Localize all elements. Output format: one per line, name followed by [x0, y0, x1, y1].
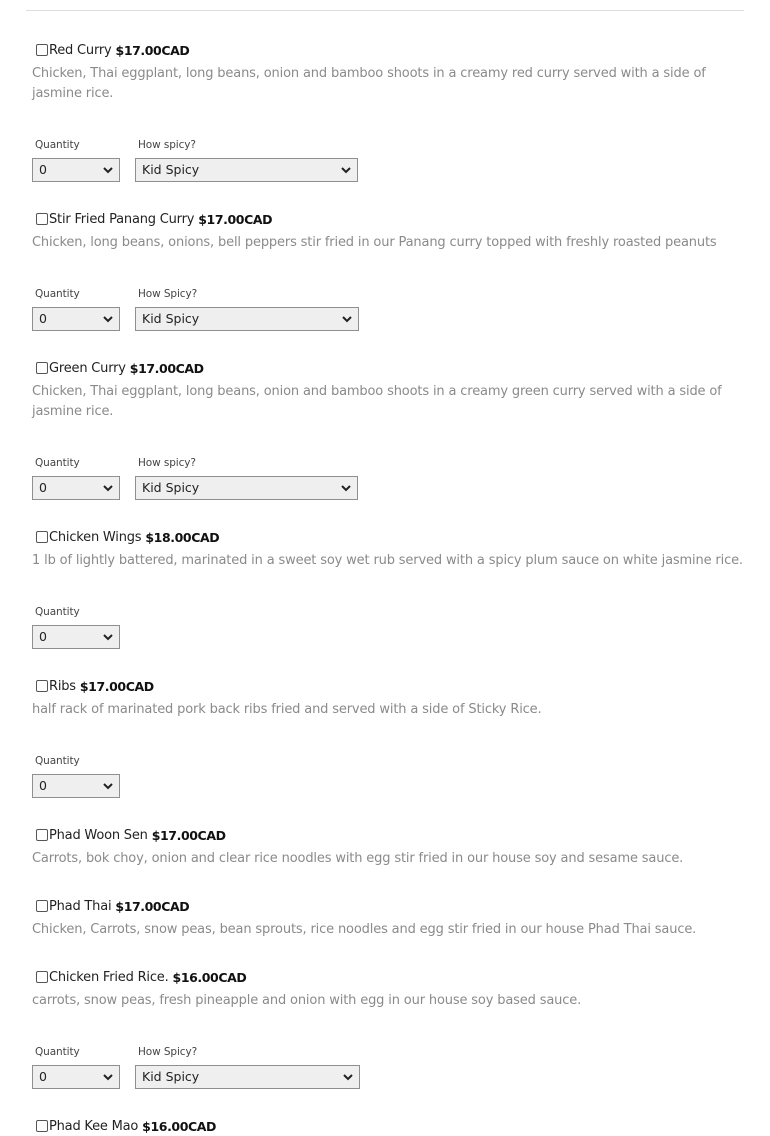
- item-description: carrots, snow peas, fresh pineapple and onion with egg in our house soy based sauce.: [32, 993, 582, 1008]
- item-name: Green Curry: [49, 360, 126, 376]
- chevron-down-icon: [101, 480, 115, 496]
- quantity-select[interactable]: [32, 158, 120, 182]
- quantity-select[interactable]: [32, 307, 120, 331]
- item-description: Carrots, bok choy, onion and clear rice noodles with egg stir fried in our house soy and sesame sauce.: [32, 851, 684, 866]
- chevron-down-icon: [101, 629, 115, 645]
- item-header: [32, 825, 226, 845]
- quantity-select[interactable]: [32, 774, 120, 798]
- quantity-label: Quantity: [35, 1046, 80, 1058]
- spice-select[interactable]: [135, 158, 358, 182]
- quantity-label: Quantity: [35, 457, 80, 469]
- item-header: [32, 209, 272, 229]
- item-checkbox[interactable]: [36, 531, 48, 543]
- quantity-value: 0: [39, 480, 47, 495]
- spice-label: How Spicy?: [138, 288, 198, 300]
- chevron-down-icon: [340, 311, 354, 327]
- spice-label: How spicy?: [138, 139, 196, 151]
- item-name: Red Curry: [49, 42, 112, 58]
- item-checkbox[interactable]: [36, 44, 48, 56]
- quantity-value: 0: [39, 778, 47, 793]
- item-price: $16.00CAD: [142, 1118, 217, 1134]
- chevron-down-icon: [339, 480, 353, 496]
- item-header: [32, 967, 246, 987]
- item-price: $17.00CAD: [115, 42, 190, 58]
- quantity-select[interactable]: [32, 625, 120, 649]
- item-price: $17.00CAD: [129, 360, 204, 376]
- item-header: [32, 527, 219, 547]
- item-price: $17.00CAD: [198, 211, 273, 227]
- item-description: half rack of marinated pork back ribs fried and served with a side of Sticky Rice.: [32, 702, 542, 717]
- item-description: Chicken, Carrots, snow peas, bean sprouts, rice noodles and egg stir fried in our house Phad Thai sauce.: [32, 922, 697, 937]
- item-checkbox[interactable]: [36, 362, 48, 374]
- quantity-value: 0: [39, 629, 47, 644]
- item-description: Chicken, Thai eggplant, long beans, onion and bamboo shoots in a creamy green curry served with a side of jasmine rice.: [32, 384, 722, 419]
- item-checkbox[interactable]: [36, 900, 48, 912]
- item-name: Phad Woon Sen: [49, 827, 148, 843]
- chevron-down-icon: [101, 1069, 115, 1085]
- quantity-select[interactable]: [32, 476, 120, 500]
- item-header: [32, 1116, 216, 1136]
- spice-value: Kid Spicy: [142, 311, 200, 326]
- item-price: $18.00CAD: [145, 529, 220, 545]
- chevron-down-icon: [101, 778, 115, 794]
- item-name: Chicken Fried Rice.: [49, 969, 169, 985]
- quantity-label: Quantity: [35, 606, 80, 618]
- item-header: [32, 40, 189, 60]
- chevron-down-icon: [341, 1069, 355, 1085]
- spice-value: Kid Spicy: [142, 162, 200, 177]
- item-description: Chicken, long beans, onions, bell peppers stir fried in our Panang curry topped with freshly roasted peanuts: [32, 235, 717, 250]
- quantity-value: 0: [39, 162, 47, 177]
- item-name: Stir Fried Panang Curry: [49, 211, 195, 227]
- quantity-value: 0: [39, 1069, 47, 1084]
- item-price: $16.00CAD: [172, 969, 247, 985]
- spice-label: How spicy?: [138, 457, 196, 469]
- item-description: Chicken, Thai eggplant, long beans, onion and bamboo shoots in a creamy red curry served with a side of jasmine rice.: [32, 66, 706, 101]
- item-header: [32, 676, 154, 696]
- spice-value: Kid Spicy: [142, 480, 200, 495]
- item-name: Phad Kee Mao: [49, 1118, 139, 1134]
- chevron-down-icon: [339, 162, 353, 178]
- top-divider: [26, 10, 744, 11]
- spice-select[interactable]: [135, 1065, 360, 1089]
- item-name: Ribs: [49, 678, 76, 694]
- item-name: Chicken Wings: [49, 529, 142, 545]
- item-header: [32, 896, 189, 916]
- quantity-label: Quantity: [35, 755, 80, 767]
- quantity-label: Quantity: [35, 139, 80, 151]
- item-checkbox[interactable]: [36, 971, 48, 983]
- spice-label: How Spicy?: [138, 1046, 198, 1058]
- item-header: [32, 358, 204, 378]
- item-description: 1 lb of lightly battered, marinated in a sweet soy wet rub served with a spicy plum sauce on white jasmine rice.: [32, 553, 743, 568]
- item-price: $17.00CAD: [115, 898, 190, 914]
- item-price: $17.00CAD: [79, 678, 154, 694]
- spice-select[interactable]: [135, 307, 359, 331]
- item-name: Phad Thai: [49, 898, 112, 914]
- item-checkbox[interactable]: [36, 829, 48, 841]
- chevron-down-icon: [101, 311, 115, 327]
- item-checkbox[interactable]: [36, 1120, 48, 1132]
- item-price: $17.00CAD: [151, 827, 226, 843]
- chevron-down-icon: [101, 162, 115, 178]
- quantity-value: 0: [39, 311, 47, 326]
- item-checkbox[interactable]: [36, 213, 48, 225]
- quantity-label: Quantity: [35, 288, 80, 300]
- quantity-select[interactable]: [32, 1065, 120, 1089]
- spice-select[interactable]: [135, 476, 358, 500]
- spice-value: Kid Spicy: [142, 1069, 200, 1084]
- item-checkbox[interactable]: [36, 680, 48, 692]
